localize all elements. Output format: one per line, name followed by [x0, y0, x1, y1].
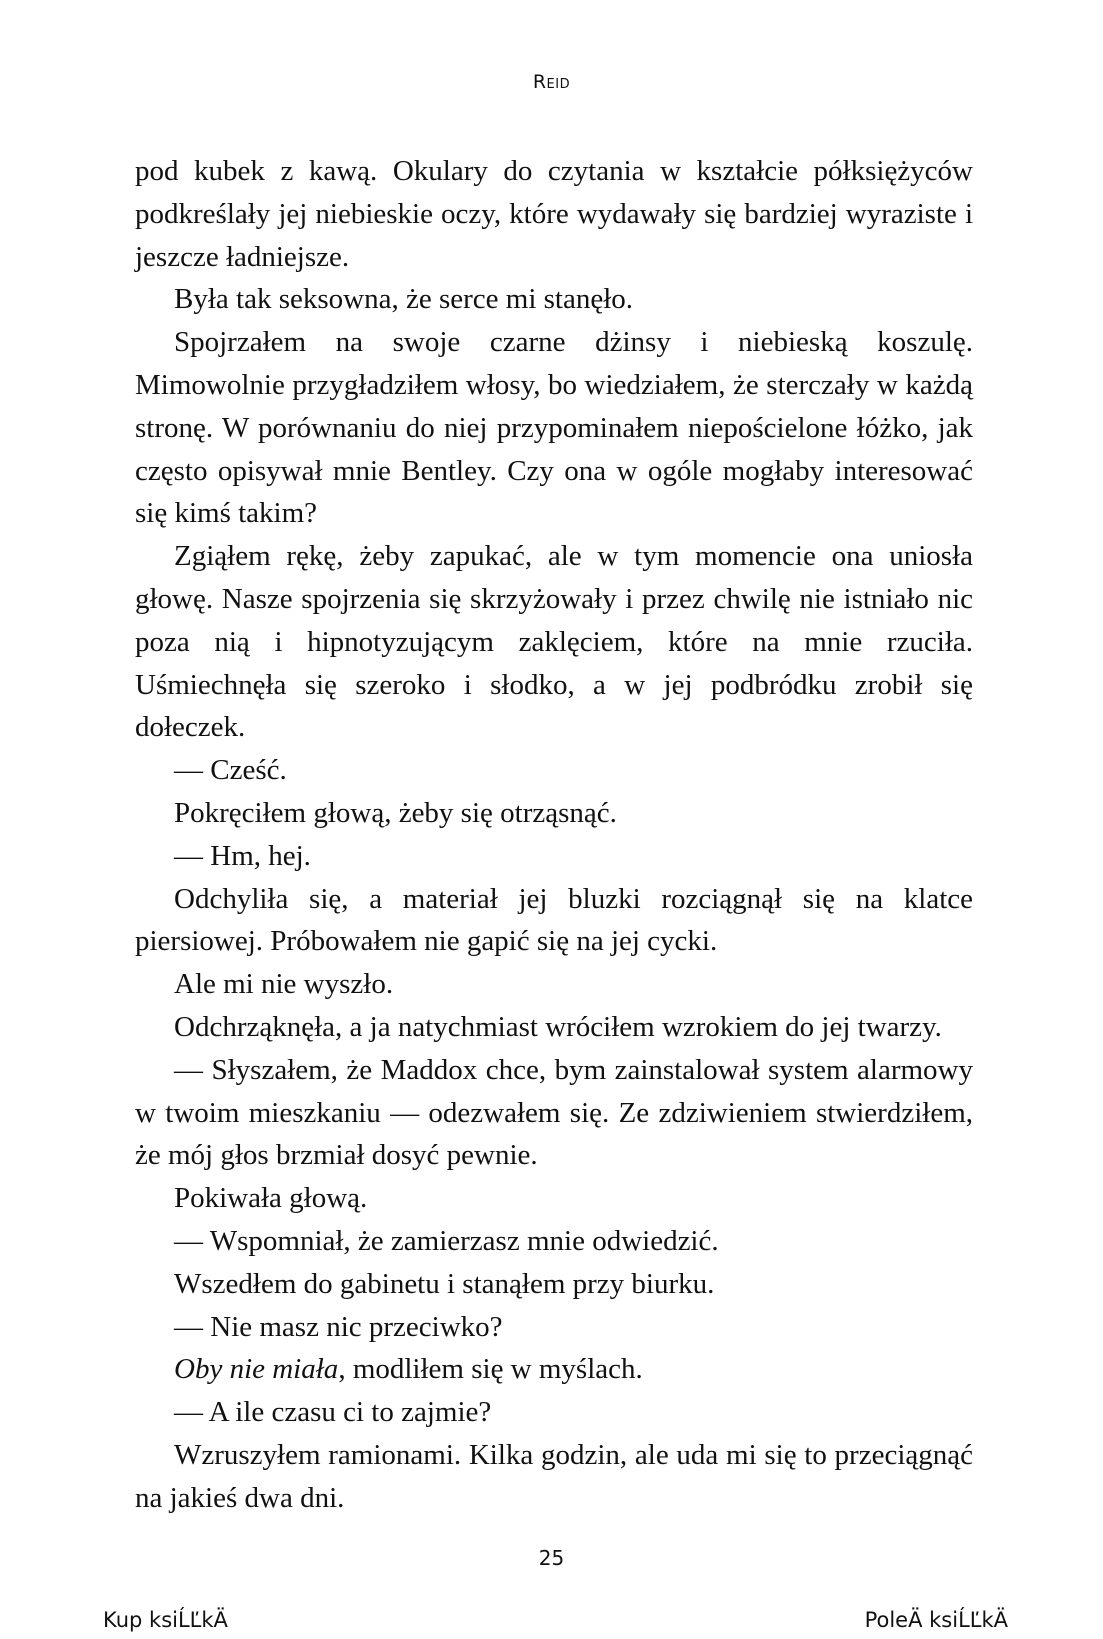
paragraph: — Słyszałem, że Maddox chce, bym zainstalował system alarmowy w twoim mieszkaniu — odezwałem się. Ze zdziwieniem stwierdziłem, że mój głos brzmiał dosyć pewnie.: [135, 1053, 973, 1172]
paragraph: — Wspomniał, że zamierzasz mnie odwiedzić.: [174, 1224, 719, 1257]
paragraph: — Cześć.: [174, 754, 287, 787]
paragraph: pod kubek z kawą. Okulary do czytania w kształcie półksiężyców podkreślały jej niebieskie oczy, które wydawały się bardziej wyraziste i jeszcze ładniejsze.: [135, 155, 973, 273]
paragraph: — A ile czasu ci to zajmie?: [174, 1396, 492, 1429]
recommend-book-link[interactable]: PoleÄ ksiĹĽkÄ: [864, 1608, 1008, 1632]
paragraph: Ale mi nie wyszło.: [174, 968, 394, 1001]
thought-continuation: , modliłem się w myślach.: [338, 1353, 643, 1386]
paragraph: — Nie masz nic przeciwko?: [174, 1310, 503, 1343]
paragraph: Spojrzałem na swoje czarne dżinsy i niebieską koszulę. Mimowolnie przygładziłem włosy, bo wiedziałem, że sterczały w każdą stronę. W porównaniu do niej przypominałem niepościelone łóżko, jak często opisywał mnie Bentley. Czy ona w ogóle mogłaby interesować się kimś takim?: [135, 326, 973, 530]
buy-book-link[interactable]: Kup ksiĹĽkÄ: [103, 1608, 228, 1632]
paragraph: Odchyliła się, a materiał jej bluzki rozciągnął się na klatce piersiowej. Próbowałem nie gapić się na jej cycki.: [135, 882, 973, 958]
paragraph: — Hm, hej.: [174, 839, 311, 872]
paragraph: Zgiąłem rękę, żeby zapukać, ale w tym momencie ona uniosła głowę. Nasze spojrzenia się skrzyżowały i przez chwilę nie istniało nic poza nią i hipnotyzującym zaklęciem, które na mnie rzuciła. Uśmiechnęła się szeroko i słodko, a w jej podbródku zrobił się dołeczek.: [135, 540, 973, 744]
body-text: [135, 150, 973, 1520]
running-head: Reid: [532, 71, 571, 93]
paragraph-italic-thought: [135, 1348, 973, 1391]
page-number: 25: [538, 1546, 565, 1570]
italic-thought: Oby nie miała: [174, 1353, 339, 1386]
paragraph: Wzruszyłem ramionami. Kilka godzin, ale uda mi się to przeciągnąć na jakieś dwa dni.: [135, 1438, 973, 1514]
paragraph: Była tak seksowna, że serce mi stanęło.: [174, 283, 634, 316]
paragraph: Pokręciłem głową, żeby się otrząsnąć.: [174, 796, 617, 829]
paragraph: Pokiwała głową.: [174, 1182, 368, 1215]
paragraph: Wszedłem do gabinetu i stanąłem przy biurku.: [174, 1267, 715, 1300]
paragraph: Odchrząknęła, a ja natychmiast wróciłem wzrokiem do jej twarzy.: [174, 1010, 942, 1043]
